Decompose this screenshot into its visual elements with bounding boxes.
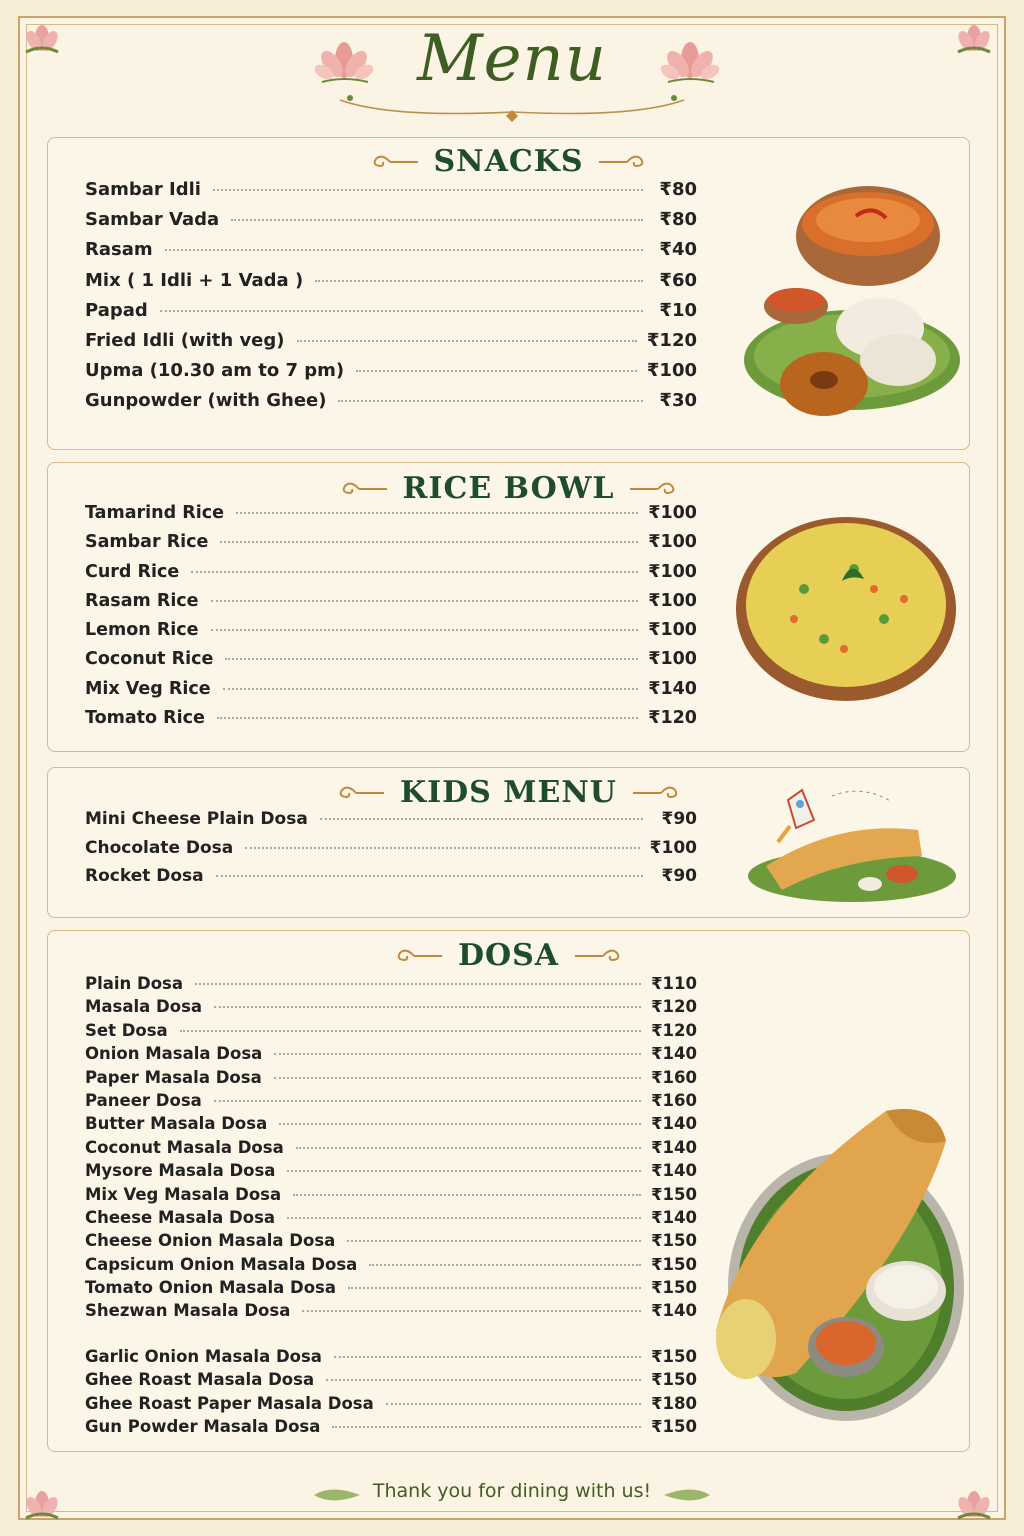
item-price: ₹150 (651, 1231, 697, 1251)
item-name: Ghee Roast Paper Masala Dosa (85, 1393, 374, 1413)
dot-leader (213, 189, 643, 191)
dot-leader (225, 658, 638, 660)
item-name: Tomato Onion Masala Dosa (85, 1278, 336, 1298)
kids-menu-list (85, 809, 697, 895)
dot-leader (160, 310, 643, 312)
dot-leader (216, 875, 643, 877)
item-name: Lemon Rice (85, 620, 199, 641)
item-price: ₹110 (651, 974, 697, 993)
menu-item (85, 360, 697, 390)
item-name: Papad (85, 299, 148, 321)
dot-leader (348, 1287, 641, 1289)
menu-item (85, 270, 697, 300)
dot-leader (356, 370, 637, 372)
rice-bowl-image (734, 509, 958, 705)
dot-leader (223, 688, 639, 690)
dot-leader (217, 717, 638, 719)
item-price: ₹120 (646, 329, 697, 351)
menu-item (85, 866, 697, 895)
dot-leader (231, 219, 643, 221)
title-flourish (330, 88, 694, 122)
dot-leader (274, 1053, 641, 1055)
menu-item (85, 679, 697, 708)
idli-vada-image (740, 180, 964, 444)
item-price: ₹100 (648, 561, 697, 582)
dot-leader (211, 600, 639, 602)
item-name: Set Dosa (85, 1020, 168, 1040)
dot-leader (214, 1100, 641, 1102)
item-name: Plain Dosa (85, 974, 184, 993)
dot-leader (245, 847, 639, 849)
menu-item (85, 1138, 697, 1161)
item-price: ₹30 (659, 390, 697, 412)
item-name: Fried Idli (with veg) (85, 329, 285, 351)
dot-leader (287, 1170, 641, 1172)
dot-leader (293, 1194, 641, 1196)
section-kids-menu (47, 767, 970, 918)
dot-leader (220, 541, 638, 543)
section-heading-kids-menu: KIDS MENU (400, 775, 617, 810)
item-name: Mix Veg Rice (85, 678, 211, 699)
item-name: Ghee Roast Masala Dosa (85, 1370, 315, 1390)
item-price: ₹100 (649, 837, 697, 858)
masala-dosa-image (706, 1091, 966, 1423)
item-price: ₹100 (648, 649, 697, 670)
menu-item (85, 1394, 697, 1417)
item-price: ₹150 (651, 1254, 697, 1274)
item-name: Paneer Dosa (85, 1090, 202, 1110)
item-name: Capsicum Onion Masala Dosa (85, 1254, 358, 1274)
menu-item (85, 620, 697, 649)
item-price: ₹150 (651, 1278, 697, 1298)
dot-leader (287, 1217, 641, 1219)
item-price: ₹10 (659, 299, 697, 321)
dot-leader (195, 983, 641, 985)
dot-leader (236, 512, 638, 514)
item-price: ₹90 (661, 809, 697, 829)
item-price: ₹160 (651, 1067, 697, 1087)
menu-item (85, 1044, 697, 1067)
dot-leader (191, 571, 638, 573)
dot-leader (165, 249, 643, 251)
dot-leader (369, 1264, 641, 1266)
item-price: ₹80 (659, 179, 697, 200)
menu-item (85, 1347, 697, 1370)
item-name: Gunpowder (with Ghee) (85, 390, 327, 412)
dot-leader (386, 1403, 641, 1405)
swirl-icon (597, 151, 649, 173)
swirl-icon (392, 945, 444, 967)
dot-leader (332, 1426, 641, 1428)
dot-leader (302, 1310, 641, 1312)
item-name: Mix Veg Masala Dosa (85, 1184, 282, 1204)
menu-item (85, 239, 697, 269)
item-price: ₹120 (651, 1020, 697, 1040)
menu-item (85, 1114, 697, 1137)
dot-leader (211, 629, 639, 631)
list-spacer (85, 1325, 697, 1347)
section-rice-bowl (47, 462, 970, 752)
item-price: ₹140 (651, 1301, 697, 1321)
dot-leader (297, 340, 637, 342)
menu-item (85, 649, 697, 678)
dot-leader (334, 1356, 641, 1358)
swirl-icon (573, 945, 625, 967)
item-name: Rasam Rice (85, 590, 199, 611)
item-price: ₹140 (651, 1044, 697, 1064)
menu-item (85, 562, 697, 591)
item-price: ₹120 (648, 708, 697, 729)
dot-leader (274, 1077, 641, 1079)
item-price: ₹140 (651, 1137, 697, 1157)
item-name: Tomato Rice (85, 708, 205, 729)
item-price: ₹150 (651, 1417, 697, 1437)
dosa-list (85, 974, 697, 1440)
menu-item (85, 532, 697, 561)
menu-item (85, 209, 697, 239)
item-name: Rocket Dosa (85, 866, 204, 887)
item-price: ₹140 (648, 678, 697, 699)
item-name: Paper Masala Dosa (85, 1067, 262, 1087)
menu-item (85, 1068, 697, 1091)
item-price: ₹100 (646, 360, 697, 382)
menu-item (85, 838, 697, 867)
dot-leader (214, 1006, 641, 1008)
item-price: ₹120 (651, 997, 697, 1017)
section-dosa (47, 930, 970, 1452)
item-name: Mini Cheese Plain Dosa (85, 809, 308, 829)
dot-leader (326, 1379, 641, 1381)
footer-message: Thank you for dining with us! (372, 1480, 652, 1502)
menu-item (85, 330, 697, 360)
dot-leader (279, 1123, 641, 1125)
item-price: ₹180 (651, 1393, 697, 1413)
item-price: ₹150 (651, 1370, 697, 1390)
menu-item (85, 974, 697, 997)
item-price: ₹40 (659, 239, 697, 261)
menu-item (85, 1021, 697, 1044)
section-heading-snacks: SNACKS (433, 144, 584, 179)
item-price: ₹140 (651, 1207, 697, 1227)
menu-item (85, 1161, 697, 1184)
item-name: Cheese Onion Masala Dosa (85, 1231, 336, 1251)
menu-item (85, 591, 697, 620)
menu-item (85, 1301, 697, 1324)
menu-item (85, 708, 697, 737)
dot-leader (180, 1030, 641, 1032)
item-name: Onion Masala Dosa (85, 1044, 263, 1064)
item-name: Cheese Masala Dosa (85, 1207, 276, 1227)
menu-title: Menu (417, 22, 607, 96)
dot-leader (338, 400, 643, 402)
item-price: ₹100 (648, 620, 697, 641)
menu-item (85, 1091, 697, 1114)
item-price: ₹160 (651, 1090, 697, 1110)
swirl-icon (628, 478, 680, 500)
item-name: Mysore Masala Dosa (85, 1161, 276, 1181)
item-price: ₹150 (651, 1184, 697, 1204)
section-heading-rice-bowl: RICE BOWL (402, 471, 615, 506)
menu-item (85, 1417, 697, 1440)
item-price: ₹100 (648, 503, 697, 523)
item-name: Chocolate Dosa (85, 837, 234, 858)
menu-item (85, 390, 697, 420)
item-name: Rasam (85, 239, 153, 261)
rocket-dosa-image (742, 780, 956, 914)
menu-item (85, 1185, 697, 1208)
dot-leader (315, 280, 643, 282)
item-price: ₹100 (648, 532, 697, 553)
item-price: ₹100 (648, 590, 697, 611)
dot-leader (296, 1147, 641, 1149)
section-heading-dosa: DOSA (457, 938, 560, 973)
menu-item (85, 1370, 697, 1393)
dot-leader (320, 818, 643, 820)
swirl-icon (631, 782, 683, 804)
menu-item (85, 300, 697, 330)
rice-bowl-list (85, 503, 697, 737)
item-name: Shezwan Masala Dosa (85, 1301, 291, 1321)
menu-item (85, 1231, 697, 1254)
menu-item (85, 179, 697, 209)
swirl-icon (368, 151, 420, 173)
item-name: Gun Powder Masala Dosa (85, 1417, 321, 1437)
item-name: Coconut Rice (85, 649, 214, 670)
menu-item (85, 809, 697, 838)
item-price: ₹140 (651, 1114, 697, 1134)
menu-item (85, 1278, 697, 1301)
item-name: Masala Dosa (85, 997, 203, 1017)
item-name: Garlic Onion Masala Dosa (85, 1346, 322, 1366)
section-snacks (47, 137, 970, 450)
item-name: Butter Masala Dosa (85, 1114, 268, 1134)
item-price: ₹80 (659, 209, 697, 231)
item-name: Tamarind Rice (85, 503, 224, 523)
item-name: Upma (10.30 am to 7 pm) (85, 360, 345, 382)
snacks-list (85, 179, 697, 421)
menu-item (85, 503, 697, 532)
item-price: ₹140 (651, 1161, 697, 1181)
dot-leader (347, 1240, 641, 1242)
item-name: Coconut Masala Dosa (85, 1137, 284, 1157)
item-price: ₹90 (661, 866, 697, 887)
item-price: ₹150 (651, 1346, 697, 1366)
menu-item (85, 997, 697, 1020)
item-name: Mix ( 1 Idli + 1 Vada ) (85, 269, 304, 291)
item-name: Curd Rice (85, 561, 180, 582)
menu-item (85, 1255, 697, 1278)
menu-item (85, 1208, 697, 1231)
swirl-icon (334, 782, 386, 804)
swirl-icon (337, 478, 389, 500)
item-name: Sambar Rice (85, 532, 209, 553)
item-price: ₹60 (659, 269, 697, 291)
item-name: Sambar Vada (85, 209, 220, 231)
item-name: Sambar Idli (85, 179, 201, 200)
